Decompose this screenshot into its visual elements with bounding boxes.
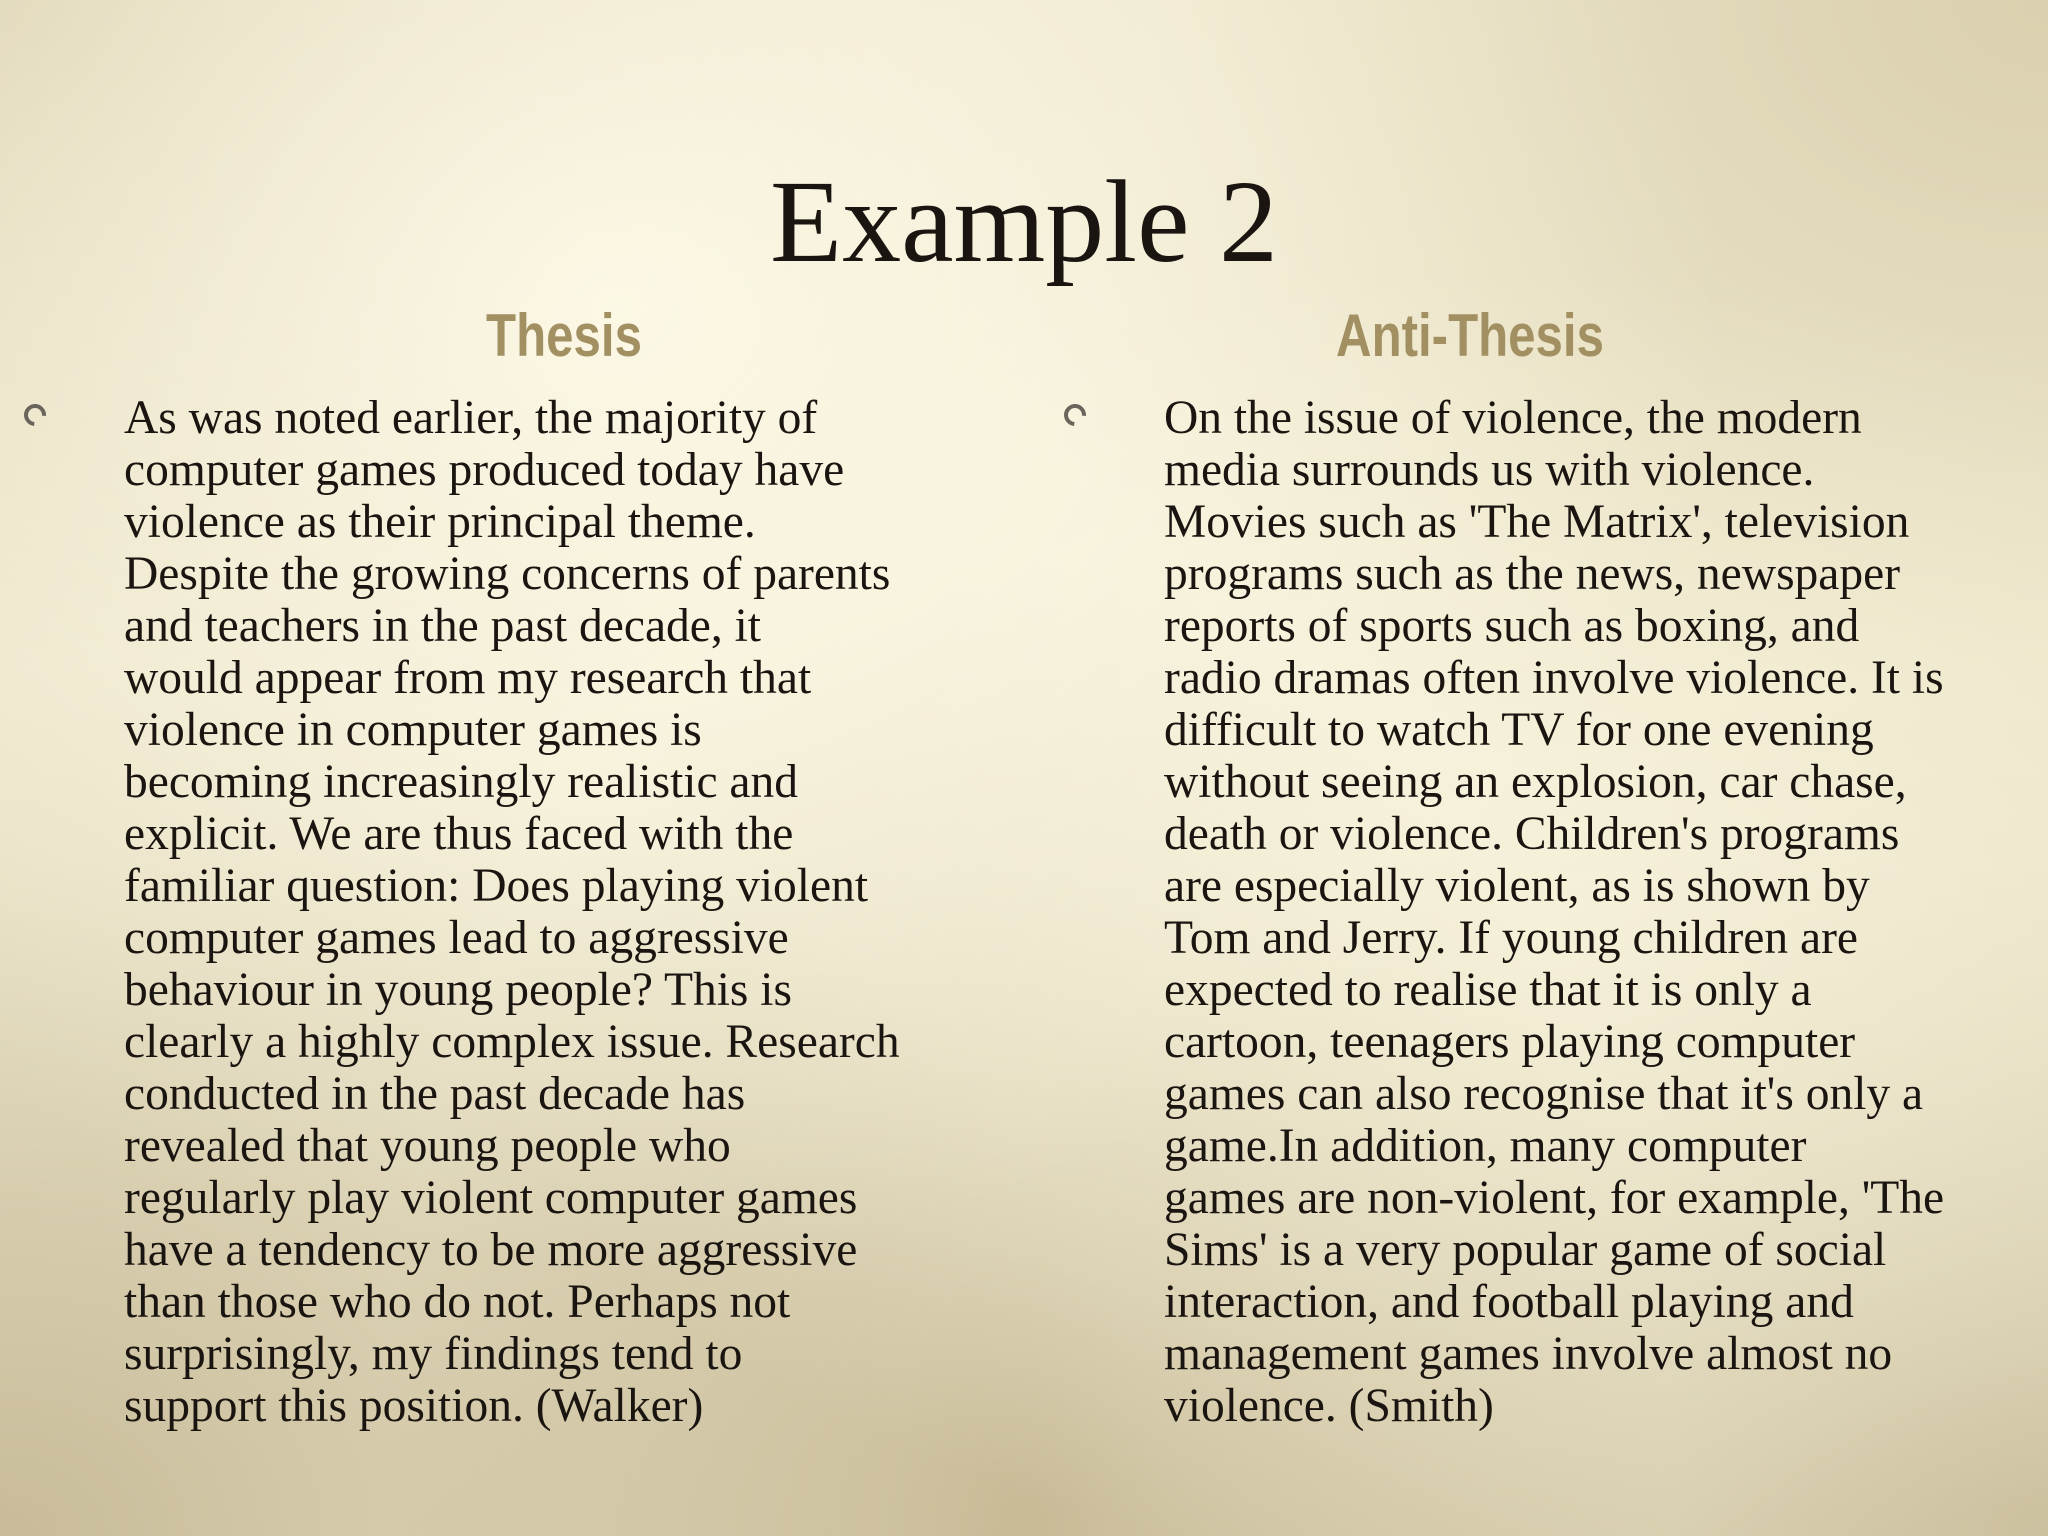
bullet-circle-icon xyxy=(1060,400,1091,431)
antithesis-heading: Anti-Thesis xyxy=(1336,302,1604,369)
thesis-paragraph: As was noted earlier, the majority of computer games produced today have violence as their principal theme. Despite the growing concerns of parents and teachers in the past decade, it would appear from my research that violence in computer games is becoming increasingly realistic and explicit. We are thus faced with the familiar question: Does playing violent computer games lead to aggressive behaviour in young people? This is clearly a highly complex issue. Research conducted in the past decade has revealed that young people who regularly play violent computer games have a tendency to be more aggressive than those who do not. Perhaps not surprisingly, my findings tend to support this position. (Walker) xyxy=(124,392,900,1432)
thesis-column xyxy=(124,392,1004,1432)
slide-title: Example 2 xyxy=(770,156,1278,287)
antithesis-column xyxy=(1164,392,2036,1432)
antithesis-paragraph: On the issue of violence, the modern media surrounds us with violence. Movies such as 'The Matrix', television programs such as the news, newspaper reports of sports such as boxing, and radio dramas often involve violence. It is difficult to watch TV for one evening without seeing an explosion, car chase, death or violence. Children's programs are especially violent, as is shown by Tom and Jerry. If young children are expected to realise that it is only a cartoon, teenagers playing computer games can also recognise that it's only a game.In addition, many computer games are non-violent, for example, 'The Sims' is a very popular game of social interaction, and football playing and management games involve almost no violence. (Smith) xyxy=(1164,392,1945,1432)
thesis-heading: Thesis xyxy=(486,302,642,369)
bullet-circle-icon xyxy=(20,400,51,431)
